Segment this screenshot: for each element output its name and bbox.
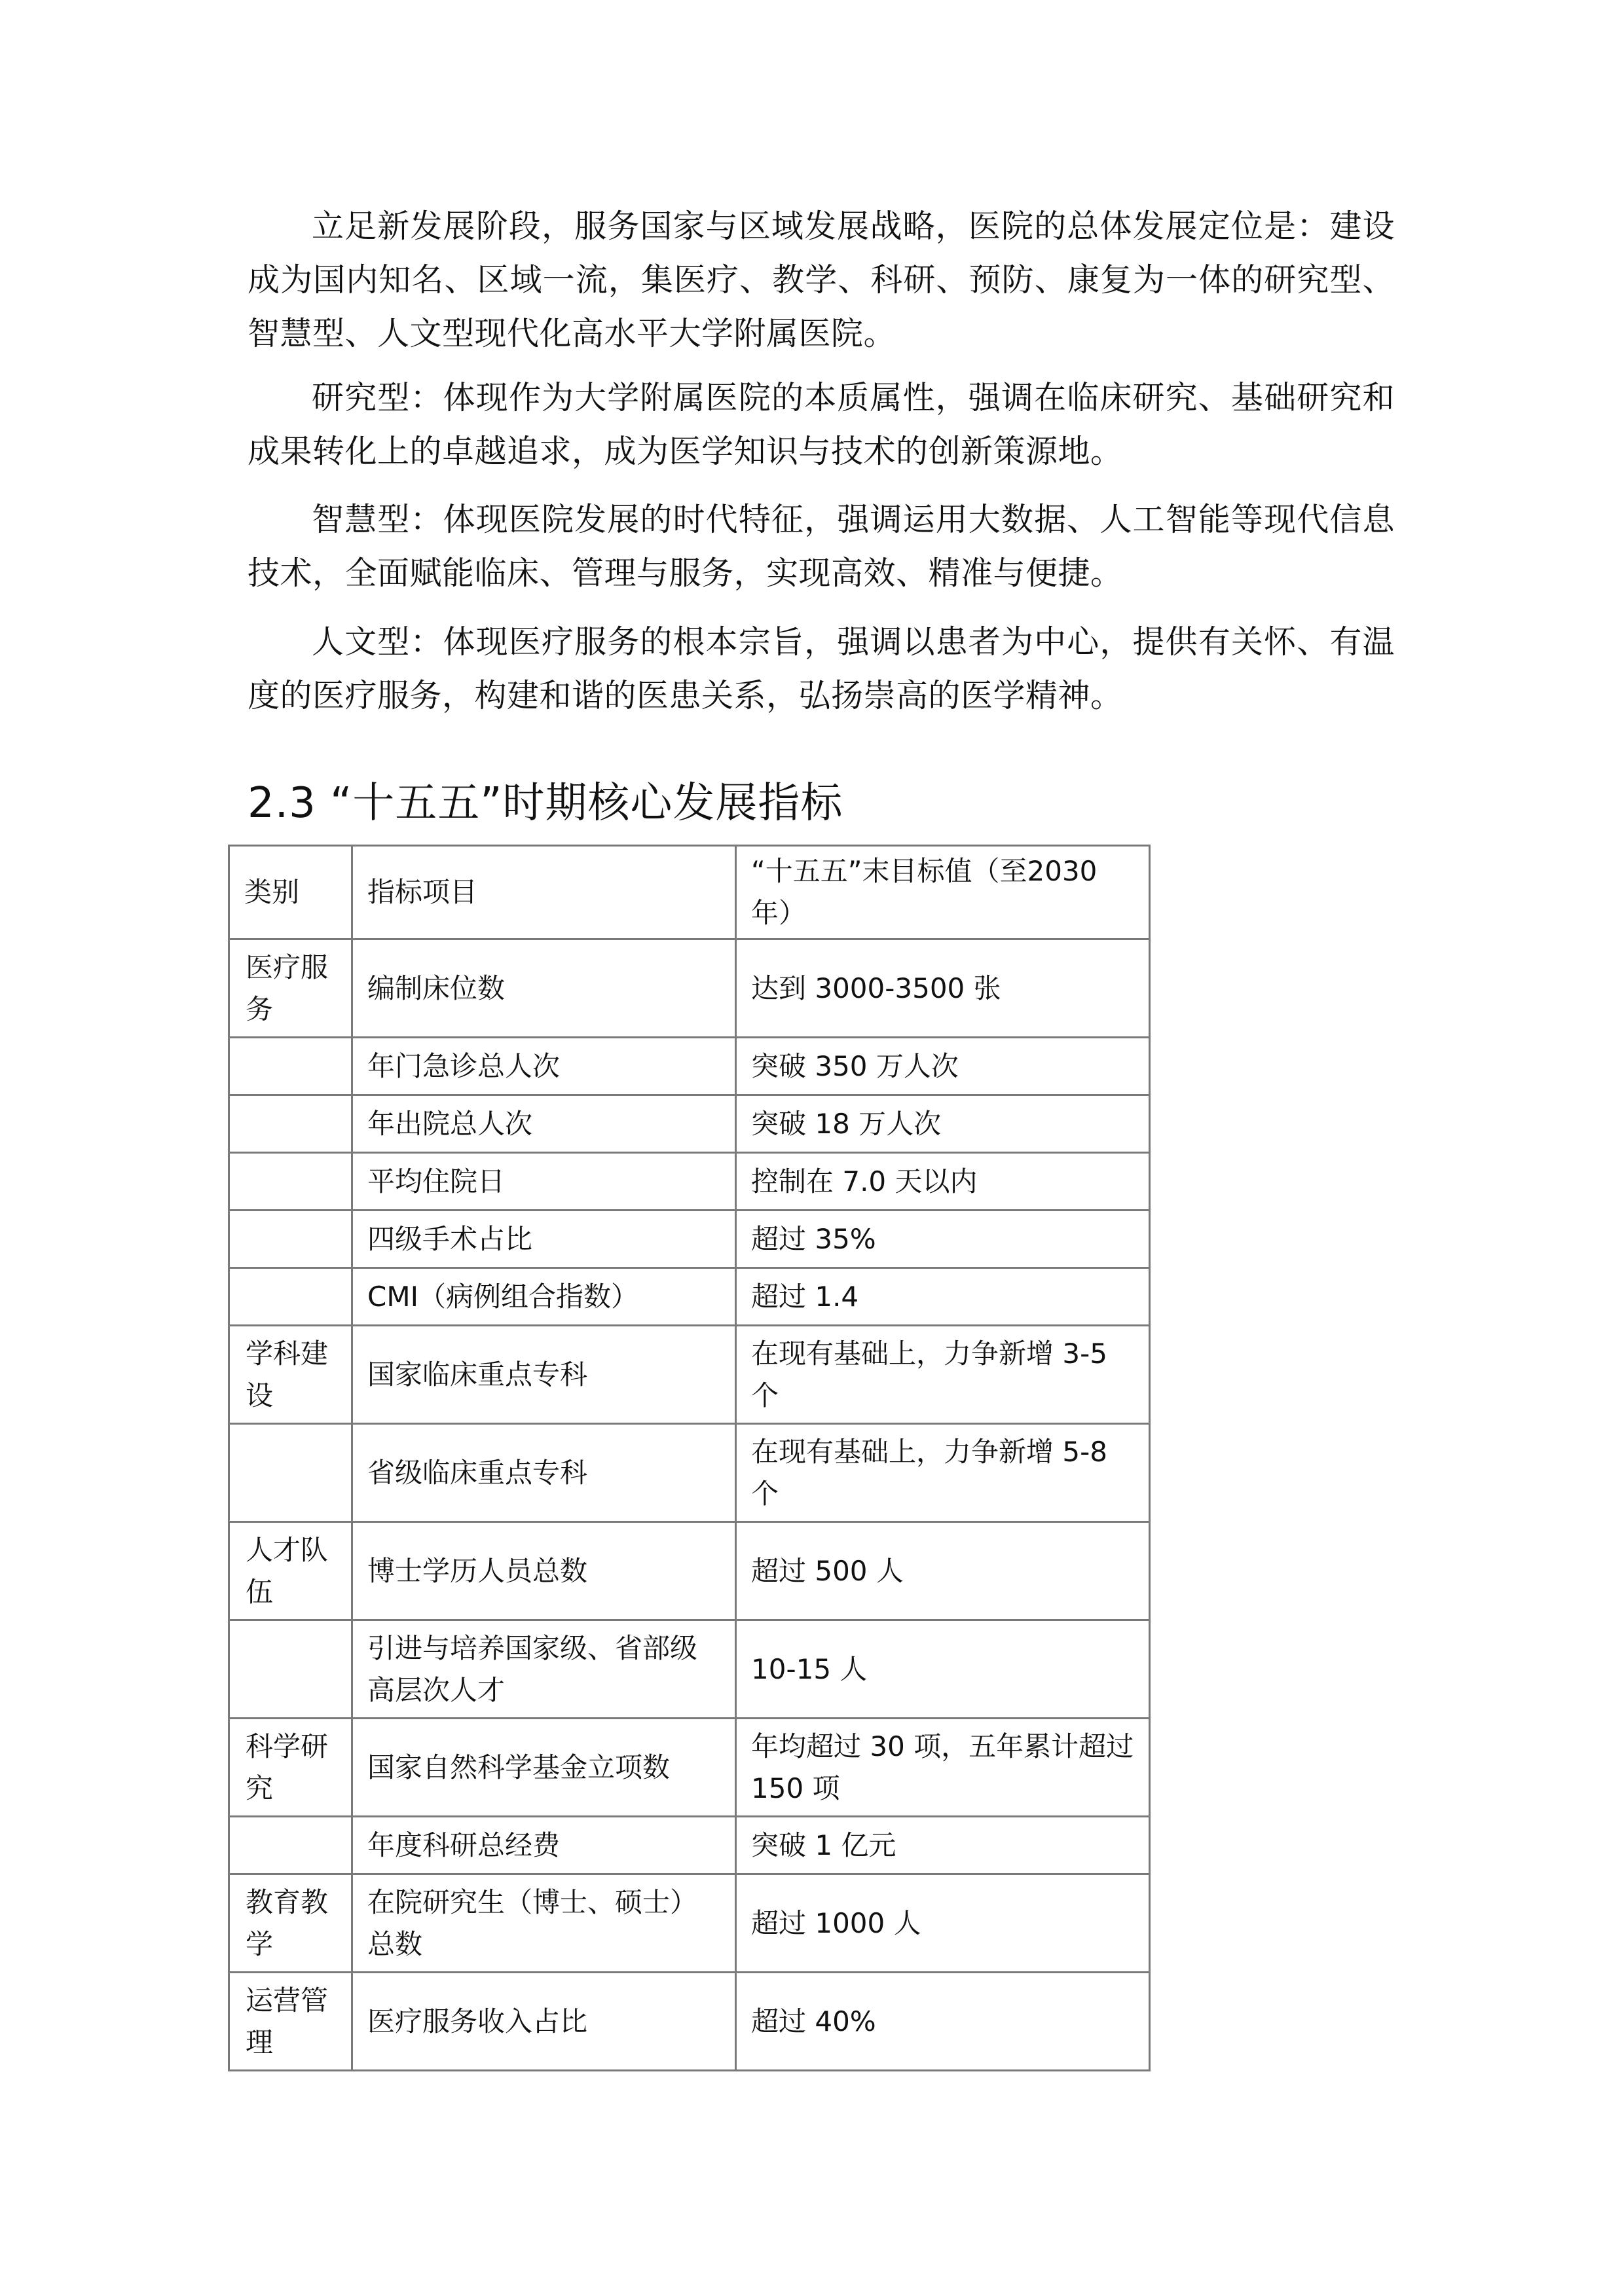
table-row <box>229 1211 1150 1268</box>
cell-target: 突破 350 万人次 <box>736 1038 1150 1095</box>
table-row <box>229 1424 1150 1522</box>
cell-target: 超过 1.4 <box>736 1268 1150 1326</box>
table-row <box>229 939 1150 1038</box>
table-row <box>229 1268 1150 1326</box>
cell-target: 控制在 7.0 天以内 <box>736 1153 1150 1211</box>
header-target: “十五五”末目标值（至2030年） <box>736 846 1150 939</box>
cell-category <box>229 1424 352 1522</box>
cell-item: 平均住院日 <box>352 1153 736 1211</box>
table-row <box>229 1038 1150 1095</box>
table-row <box>229 1973 1150 2071</box>
cell-category: 学科建设 <box>229 1326 352 1424</box>
cell-item: CMI（病例组合指数） <box>352 1268 736 1326</box>
table-row <box>229 1522 1150 1620</box>
table-row <box>229 1326 1150 1424</box>
cell-target: 超过 1000 人 <box>736 1874 1150 1973</box>
cell-target: 年均超过 30 项，五年累计超过 150 项 <box>736 1719 1150 1817</box>
cell-target: 在现有基础上，力争新增 3-5 个 <box>736 1326 1150 1424</box>
cell-category <box>229 1620 352 1719</box>
cell-target: 突破 18 万人次 <box>736 1095 1150 1153</box>
cell-item: 国家自然科学基金立项数 <box>352 1719 736 1817</box>
cell-item: 年度科研总经费 <box>352 1817 736 1874</box>
cell-category <box>229 1211 352 1268</box>
table-row <box>229 1874 1150 1973</box>
cell-item: 博士学历人员总数 <box>352 1522 736 1620</box>
cell-category <box>229 1817 352 1874</box>
cell-target: 超过 500 人 <box>736 1522 1150 1620</box>
cell-category <box>229 1095 352 1153</box>
cell-target: 10-15 人 <box>736 1620 1150 1719</box>
header-category: 类别 <box>229 846 352 939</box>
cell-category <box>229 1268 352 1326</box>
cell-category: 教育教学 <box>229 1874 352 1973</box>
cell-item: 在院研究生（博士、硕士）总数 <box>352 1874 736 1973</box>
cell-category <box>229 1038 352 1095</box>
table-row <box>229 1153 1150 1211</box>
cell-target: 达到 3000-3500 张 <box>736 939 1150 1038</box>
cell-item: 四级手术占比 <box>352 1211 736 1268</box>
cell-target: 突破 1 亿元 <box>736 1817 1150 1874</box>
paragraph-research-type: 研究型：体现作为大学附属医院的本质属性，强调在临床研究、基础研究和成果转化上的卓越追求，成为医学知识与技术的创新策源地。 <box>248 379 1395 470</box>
cell-item: 国家临床重点专科 <box>352 1326 736 1424</box>
table-row <box>229 1095 1150 1153</box>
paragraph-positioning: 立足新发展阶段，服务国家与区域发展战略，医院的总体发展定位是：建设成为国内知名、区域一流，集医疗、教学、科研、预防、康复为一体的研究型、智慧型、人文型现代化高水平大学附属医院。 <box>248 208 1395 352</box>
cell-item: 省级临床重点专科 <box>352 1424 736 1522</box>
table-header-row <box>229 846 1150 939</box>
cell-item: 年出院总人次 <box>352 1095 736 1153</box>
paragraph-smart-type: 智慧型：体现医院发展的时代特征，强调运用大数据、人工智能等现代信息技术，全面赋能临床、管理与服务，实现高效、精准与便捷。 <box>248 501 1395 592</box>
cell-item: 年门急诊总人次 <box>352 1038 736 1095</box>
table-row <box>229 1817 1150 1874</box>
cell-target: 超过 35% <box>736 1211 1150 1268</box>
kpi-table <box>228 845 1151 2071</box>
cell-item: 编制床位数 <box>352 939 736 1038</box>
cell-category: 医疗服务 <box>229 939 352 1038</box>
cell-category: 人才队伍 <box>229 1522 352 1620</box>
cell-target: 超过 40% <box>736 1973 1150 2071</box>
cell-target: 在现有基础上，力争新增 5-8 个 <box>736 1424 1150 1522</box>
cell-item: 引进与培养国家级、省部级高层次人才 <box>352 1620 736 1719</box>
cell-category: 运营管理 <box>229 1973 352 2071</box>
section-heading: 2.3 “十五五”时期核心发展指标 <box>248 779 843 828</box>
paragraph-humanistic-type: 人文型：体现医疗服务的根本宗旨，强调以患者为中心，提供有关怀、有温度的医疗服务，构建和谐的医患关系，弘扬崇高的医学精神。 <box>248 623 1395 714</box>
cell-category <box>229 1153 352 1211</box>
table-row <box>229 1719 1150 1817</box>
table-row <box>229 1620 1150 1719</box>
cell-category: 科学研究 <box>229 1719 352 1817</box>
header-item: 指标项目 <box>352 846 736 939</box>
cell-item: 医疗服务收入占比 <box>352 1973 736 2071</box>
